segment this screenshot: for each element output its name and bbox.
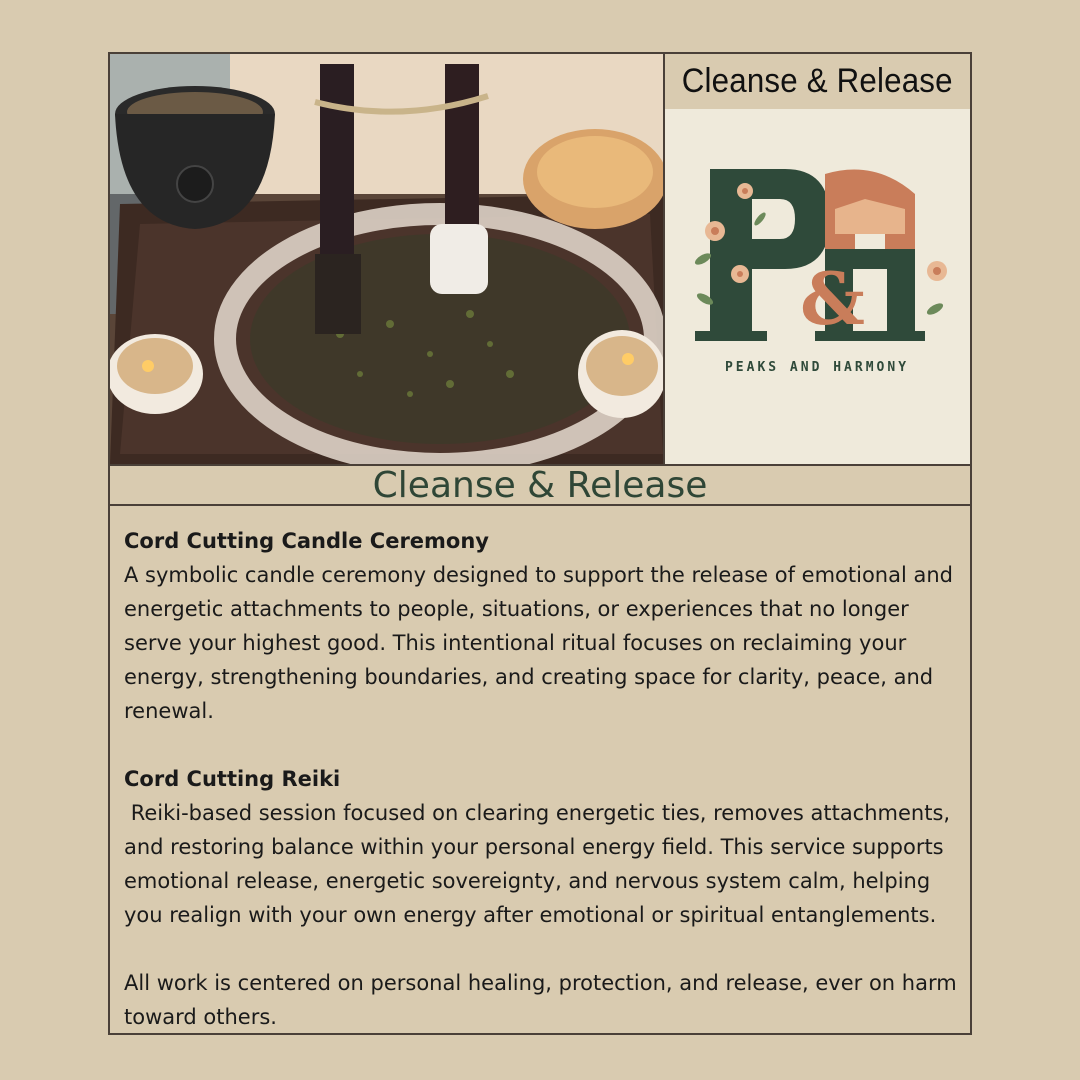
- logo-ampersand: &: [800, 256, 866, 341]
- service-description: Reiki-based session focused on clearing energetic ties, removes attachments, and restoring balance within your personal energy field. This service supports emotional release, energetic sovereignty, and nervous system calm, helping you realign with your own energy after emotional or spiritual entanglements.: [124, 801, 957, 927]
- ritual-photo-illustration: [110, 54, 663, 464]
- logo-title-bar: [665, 54, 970, 109]
- service-title: Cord Cutting Candle Ceremony: [124, 529, 489, 553]
- logo-tagline: PEAKS AND HARMONY: [724, 360, 910, 375]
- brand-logo: [665, 109, 970, 464]
- service-title: Cord Cutting Reiki: [124, 767, 341, 791]
- service-description: A symbolic candle ceremony designed to support the release of emotional and energetic attachments to people, situations, or experiences that no longer serve your highest good. This intentional ritual focuses on reclaiming your energy, strengthening boundaries, and creating space for clarity, peace, and renewal.: [124, 563, 953, 723]
- services-content: [124, 524, 964, 1034]
- header-title: Cleanse & Release: [682, 62, 953, 100]
- logo-panel: [663, 54, 970, 464]
- spacer: [124, 728, 964, 762]
- logo-svg: [665, 109, 970, 464]
- section-header: [110, 464, 970, 506]
- footer-note: All work is centered on personal healing, protection, and release, ever on harm toward others.: [124, 971, 957, 1029]
- section-title: Cleanse & Release: [372, 465, 708, 506]
- top-row: [110, 54, 970, 464]
- spacer: [124, 932, 964, 966]
- ritual-photo: [110, 54, 663, 464]
- service-card: [108, 52, 972, 1035]
